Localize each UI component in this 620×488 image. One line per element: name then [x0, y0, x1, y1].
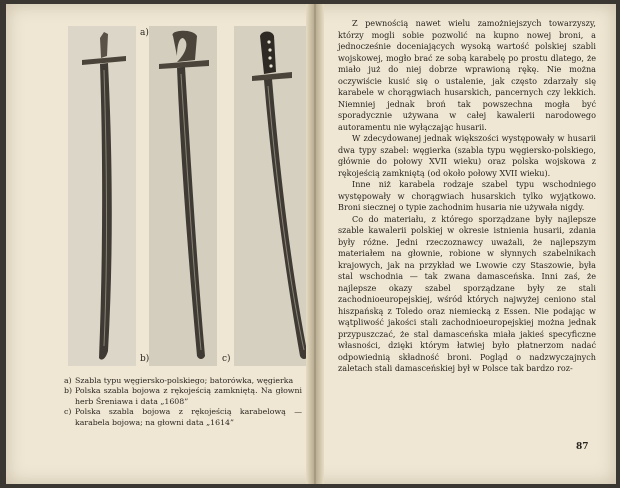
page-number: 87 [576, 442, 589, 452]
caption-letter: c) [64, 407, 72, 417]
sabre-c-illustration [234, 26, 310, 366]
caption-letter: a) [64, 376, 72, 385]
figure-label-a: a) [140, 28, 149, 38]
sabre-a-illustration [68, 26, 136, 366]
caption-text: Polska szabla bojowa z rękojeścią karabelową — karabela bojowa; na głowni data „1614” [75, 407, 302, 427]
paragraph: W zdecydowanej jednak większości występowały w husarii dwa typy szabel: węgierka (szabla typu węgiersko-polskiego, głównie do połowy XVII wieku) oraz polska wojskowa z rękojeścią zamkniętą (od około połowy XVII wieku). [338, 133, 596, 178]
figure-captions [64, 376, 302, 428]
figure-label-c: c) [222, 354, 231, 364]
right-page [318, 4, 616, 484]
paragraph: Co do materiału, z którego sporządzane były najlepsze szable kawalerii polskiej w okresie istnienia husarii, zdania były różne. Jedni rzeczoznawcy uważali, że najlepszym materiałem na głownie, robione w słynnych szabelnikach krajowych, jak na przykład we Lwowie czy Staszowie, była stal wschodnia — tak zwana damasceńska. Inni zaś, że najlepsze okazy szabel sporządzane były ze stali zachodnioeuropejskiej, wśród których najwyżej ceniono stal hiszpańską z Toledo oraz niemiecką z Essen. Nie podając w wątpliwość jakości stali zachodnioeuropejskiej można jednak przypuszczać, że stal damasceńska miała jakieś specyficzne własności, dzięki którym łatwiej było płatnerzom nadać odpowiednią składność broni. Pogląd o nadzwyczajnych zaletach stali damasceńskiej był w Polsce tak bardzo roz- [338, 213, 596, 373]
sabre-b-illustration [149, 26, 217, 366]
book-spread [6, 4, 616, 484]
sabre-plate-c [234, 26, 310, 366]
sabre-plate-b [149, 26, 217, 366]
caption-text: Polska szabla bojowa z rękojeścią zamkniętą. Na głowni herb Śreniawa i data „1608” [75, 386, 302, 406]
sabre-plate-a [68, 26, 136, 366]
left-page [6, 4, 311, 484]
caption-c [64, 407, 302, 428]
body-text [338, 18, 596, 375]
paragraph: Inne niż karabela rodzaje szabel typu wschodniego występowały w chorągwiach husarskich tylko wyjątkowo. Broni siecznej o typie zachodnim husaria nie używała nigdy. [338, 179, 596, 212]
caption-a [64, 376, 302, 386]
caption-letter: b) [64, 386, 73, 396]
caption-b [64, 386, 302, 407]
caption-text: Szabla typu węgiersko-polskiego; batorówka, węgierka [75, 376, 294, 385]
paragraph: Z pewnością nawet wielu zamożniejszych towarzyszy, którzy mogli sobie pozwolić na kupno nowej broni, a jednocześnie doceniających wysoką wartość polskiej szabli wojskowej, mogło brać ze sobą karabelę po prostu dlatego, że miało już do niej dobrze wprawioną rękę. Nie można oczywiście kusić się o ustalenie, jak często zdarzały się karabele w chorągwiach husarskich, pancernych czy lekkich. Niemniej jednak broń tak powszechna mogła być sporadycznie używana w całej kawalerii narodowego autoramentu nie wyłączając husarii. [338, 18, 596, 132]
figure-label-b: b) [140, 354, 150, 364]
